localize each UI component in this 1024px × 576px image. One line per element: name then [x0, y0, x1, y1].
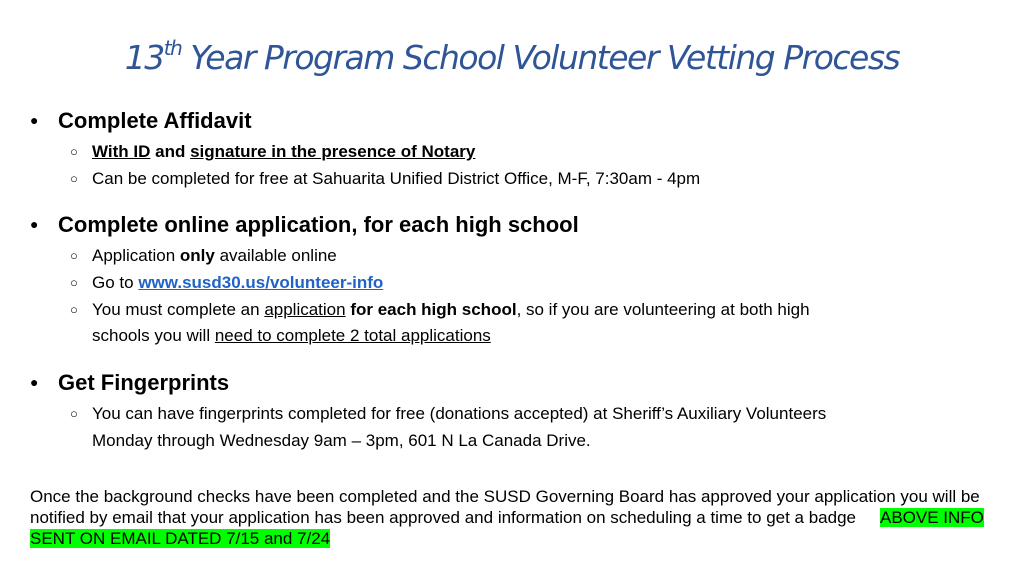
email-date-highlight: ABOVE INFO SENT ON EMAIL DATED 7/15 and 7/24 — [30, 508, 984, 548]
schools-you-will-text: schools you will — [92, 326, 215, 345]
two-applications-text: need to complete 2 total applications — [214, 326, 491, 345]
application-item-goto — [70, 273, 383, 293]
sub-bullet-icon: ○ — [70, 406, 78, 421]
page-title — [0, 38, 1024, 77]
fingerprints-line2: Monday through Wednesday 9am – 3pm, 601 N La Canada Drive. — [92, 431, 591, 450]
sub-bullet-icon: ○ — [70, 248, 78, 263]
goto-text: Go to — [92, 273, 139, 292]
application-item-each-school — [70, 300, 810, 320]
application-item-each-school-line2 — [92, 326, 491, 346]
footer-text: Once the background checks have been completed and the SUSD Governing Board has approved your application you will be notified by email that your application has been approved and information on scheduling a time to get a badge — [30, 487, 980, 527]
fingerprints-item — [70, 404, 826, 424]
application-post-text: available online — [214, 246, 337, 265]
background-check-note — [30, 486, 990, 549]
sub-bullet-icon: ○ — [70, 302, 78, 317]
title-superscript: th — [163, 36, 182, 60]
section-fingerprints-heading — [30, 370, 229, 396]
bullet-icon: ● — [30, 374, 39, 390]
sub-bullet-icon: ○ — [70, 144, 78, 159]
affidavit-item-id-notary — [70, 142, 475, 162]
title-number: 13 — [124, 38, 164, 77]
application-item-online — [70, 246, 337, 266]
free-text: Can be completed for free at Sahuarita Unified District Office, M-F, 7:30am - 4pm — [92, 169, 701, 188]
must-complete-text: You must complete an — [92, 300, 265, 319]
section-affidavit-heading — [30, 108, 252, 134]
section-heading-text: Complete online application, for each high school — [58, 212, 579, 237]
affidavit-item-free — [70, 169, 700, 189]
section-heading-text: Get Fingerprints — [58, 370, 230, 395]
fingerprints-line1: You can have fingerprints completed for free (donations accepted) at Sheriff’s Auxiliary Volunteers — [92, 404, 827, 423]
section-heading-text: Complete Affidavit — [58, 108, 252, 133]
both-high-text: , so if you are volunteering at both high — [516, 300, 810, 319]
sub-bullet-icon: ○ — [70, 171, 78, 186]
sub-bullet-icon: ○ — [70, 275, 78, 290]
title-text: Year Program School Volunteer Vetting Process — [181, 38, 900, 77]
bullet-icon: ● — [30, 112, 39, 128]
only-text: only — [179, 246, 215, 265]
application-word-text: application — [264, 300, 346, 319]
volunteer-info-link[interactable]: www.susd30.us/volunteer-info — [138, 273, 384, 292]
notary-text: signature in the presence of Notary — [190, 142, 476, 161]
bullet-icon: ● — [30, 216, 39, 232]
with-id-text: With ID — [92, 142, 151, 161]
each-high-school-text: for each high school — [345, 300, 517, 319]
application-pre-text: Application — [92, 246, 180, 265]
section-application-heading — [30, 212, 579, 238]
fingerprints-item-line2 — [92, 431, 591, 451]
and-text: and — [150, 142, 191, 161]
